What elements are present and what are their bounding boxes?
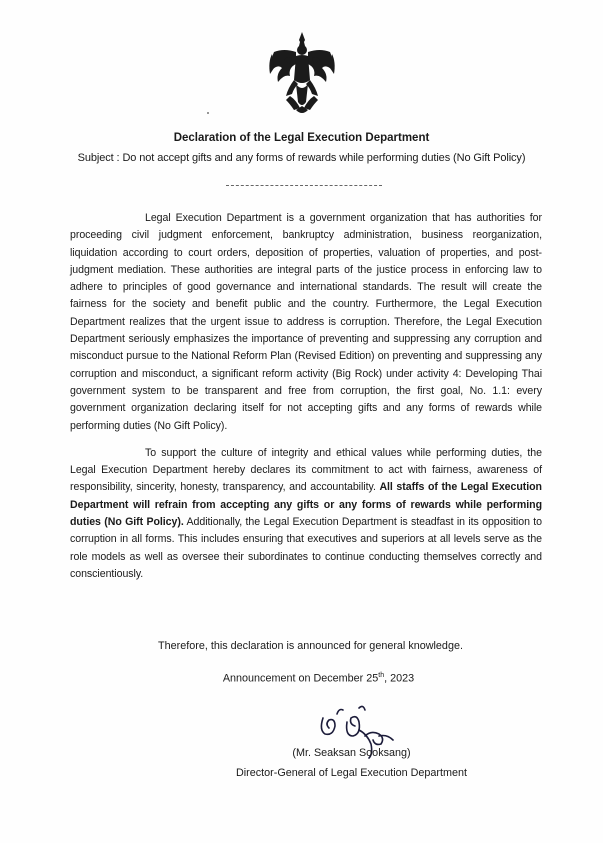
closing-statement: Therefore, this declaration is announced for general knowledge. [158, 640, 463, 652]
paragraph-2 [70, 445, 542, 583]
document-subject: Subject : Do not accept gifts and any forms of rewards while performing duties (No Gift Policy) [77, 152, 526, 164]
document-title: Declaration of the Legal Execution Department [173, 132, 430, 144]
paragraph-1: Legal Execution Department is a government organization that has authorities for proceeding civil judgment enforcement, bankruptcy administration, business reorganization, liquidation according to court orders, deposition of properties, valuation of properties, and post-judgment mediation. These authorities are integral parts of the justice process in enforcing law to adhere to principles of good governance and international standards. The result will create the fairness for the society and benefit public and the country. Furthermore, the Legal Execution Department realizes that the urgent issue to address is corruption. Therefore, the Legal Execution Department seriously emphasizes the importance of preventing and suppressing any corruption and misconduct pursue to the National Reform Plan (Revised Edition) on preventing and suppressing any corruption and misconduct, a significant reform activity (Big Rock) under activity 4: Developing Thai government system to be transparent and free from corruption, the first goal, No. 1.1: every government organization declaring itself for not accepting gifts and any forms of rewards while performing duties (No Gift Policy). [70, 212, 542, 432]
scan-speck [207, 112, 209, 114]
garuda-emblem-icon [266, 30, 338, 116]
announcement-date [0, 672, 603, 685]
paragraph-2-end: Additionally, the Legal Execution Department is steadfast in its opposition to corruption in all forms. This includes ensuring that executives and superiors at all levels serve as the role models as well as oversee their subordinates to continue conducting themselves correctly and conscientiously. [70, 516, 542, 580]
paragraph-2-start: To support the culture of integrity and ethical values while performing duties, the Legal Execution Department hereby declares its commitment to act with fairness, awareness of responsibility, sincerity, honesty, transparency, and accountability. [70, 446, 542, 494]
announcement-suffix: , 2023 [384, 672, 415, 685]
announcement-sup: th [378, 672, 385, 679]
body-text [70, 210, 542, 583]
announcement-prefix: Announcement on December 25 [222, 672, 379, 685]
paragraph-2-bold: All staffs of the Legal Execution Department will refrain from accepting any gifts or any forms of rewards while performing duties (No Gift Policy). [70, 481, 542, 529]
signer-name: (Mr. Seaksan Sooksang) [292, 747, 411, 759]
divider-line [226, 185, 382, 186]
signer-position: Director-General of Legal Execution Department [235, 767, 468, 779]
